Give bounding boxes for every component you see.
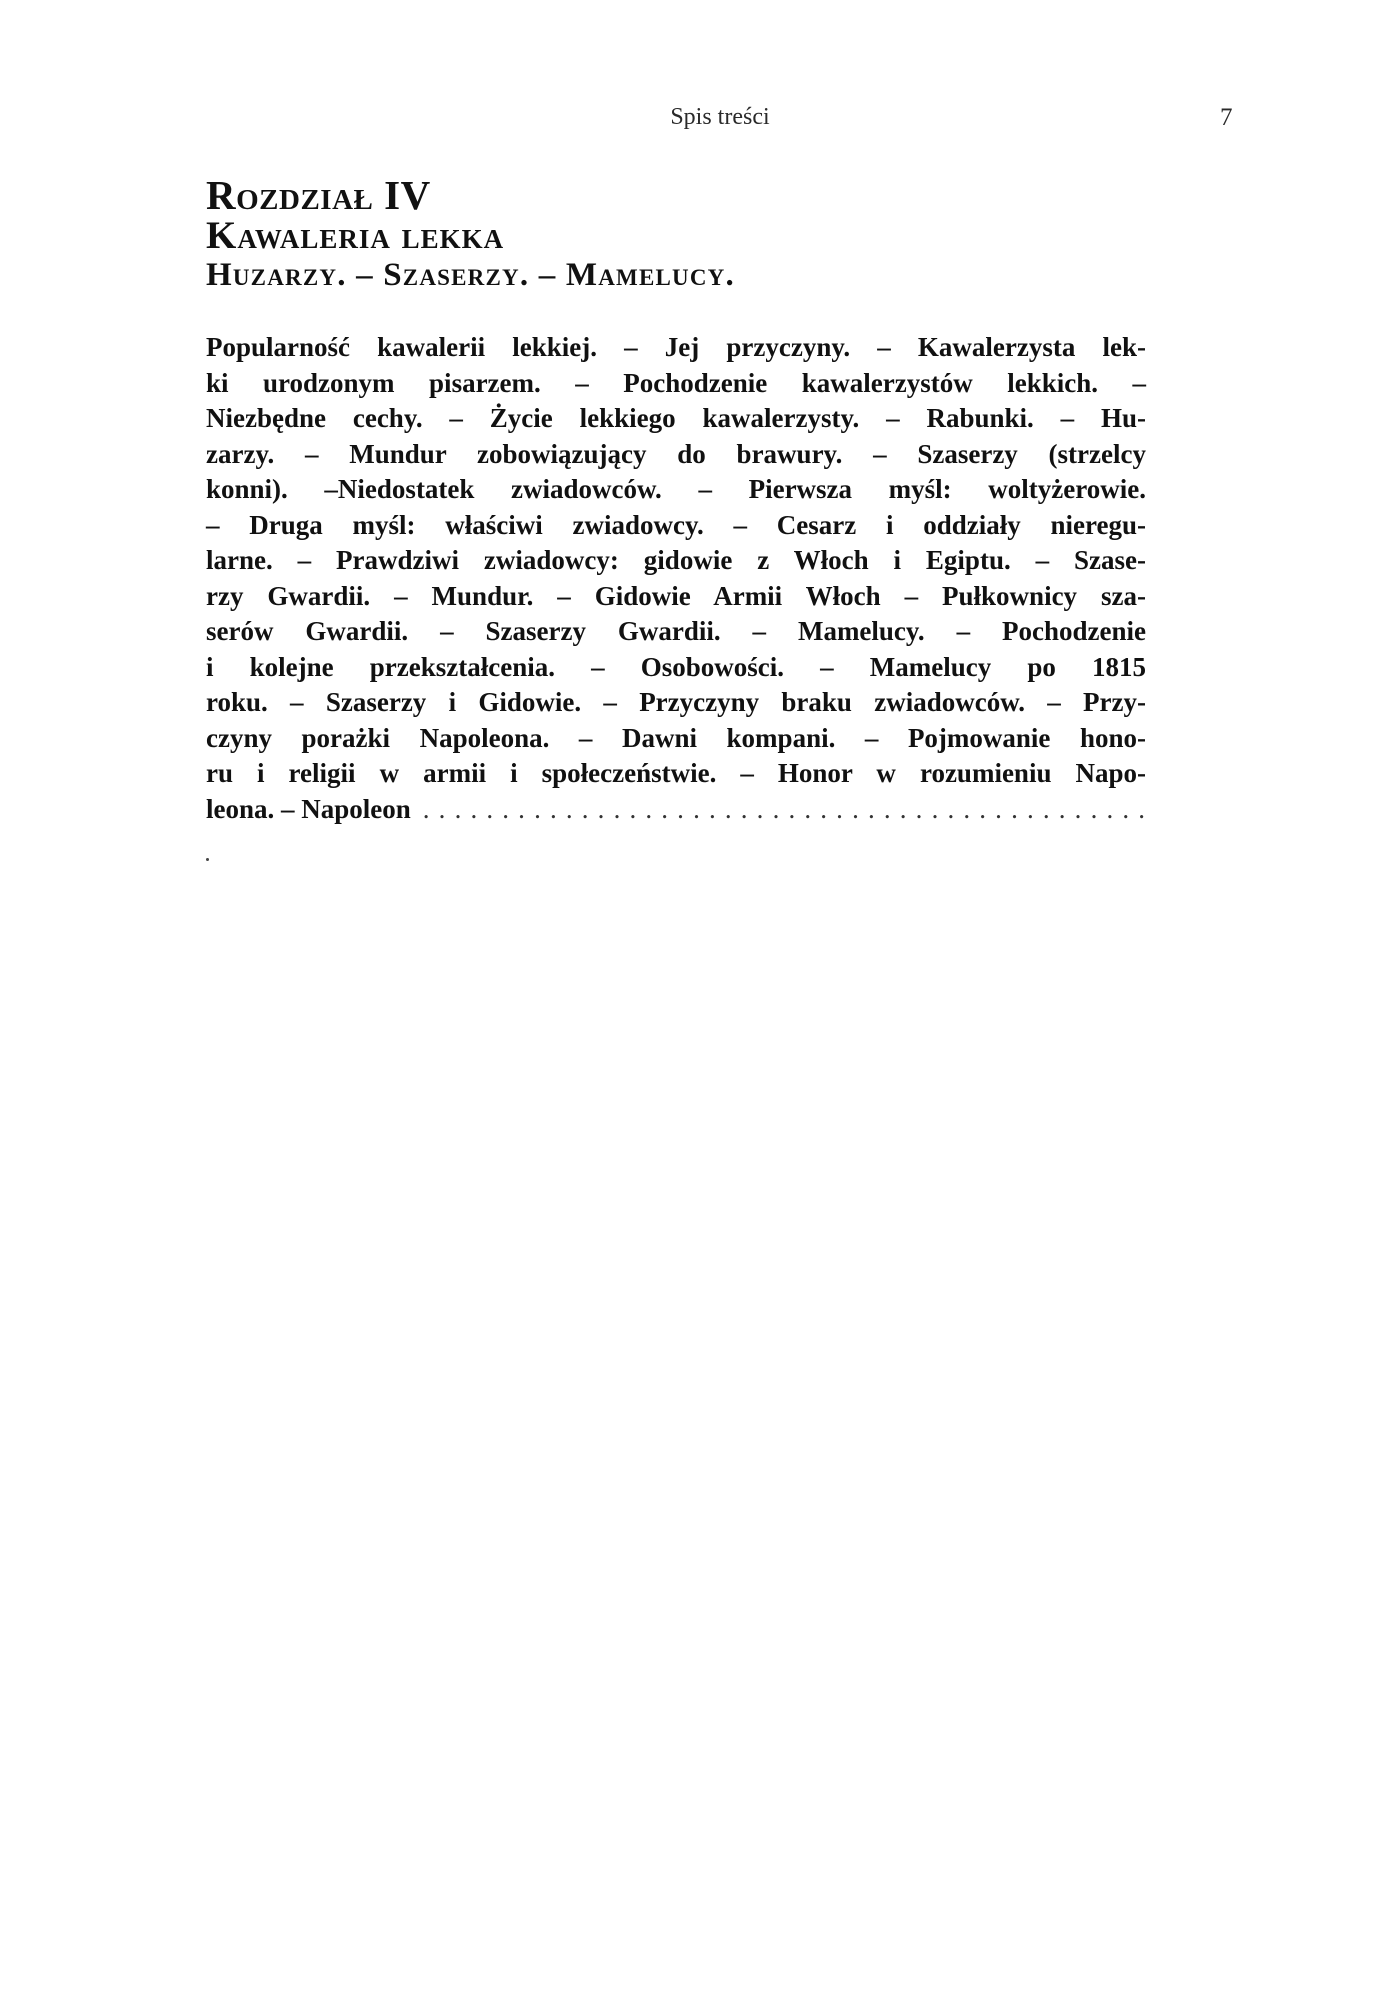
toc-line: serów Gwardii. – Szaserzy Gwardii. – Mamelucy. – Pochodzenie bbox=[206, 616, 1146, 646]
toc-line: ki urodzonym pisarzem. – Pochodzenie kawalerzystów lekkich. – bbox=[206, 367, 1146, 398]
toc-line: czyny porażki Napoleona. – Dawni kompani. – Pojmowanie hono- bbox=[206, 722, 1146, 753]
chapter-number: Rozdział IV bbox=[206, 172, 431, 218]
dot-leader bbox=[423, 792, 1146, 828]
toc-last-line-text: leona. – Napoleon bbox=[206, 793, 411, 824]
toc-line: ru i religii w armii i społeczeństwie. – Honor w rozumieniu Napo- bbox=[206, 758, 1146, 788]
chapter-heading bbox=[206, 174, 1166, 294]
toc-line: – Druga myśl: właściwi zwiadowcy. – Cesarz i oddziały nieregu- bbox=[206, 509, 1146, 540]
toc-line: roku. – Szaserzy i Gidowie. – Przyczyny braku zwiadowców. – Przy- bbox=[206, 687, 1146, 717]
toc-line: Popularność kawalerii lekkiej. – Jej przyczyny. – Kawalerzysta lek- bbox=[206, 332, 1146, 362]
toc-last-line bbox=[206, 792, 1146, 828]
toc-line: Niezbędne cechy. – Życie lekkiego kawalerzysty. – Rabunki. – Hu- bbox=[206, 403, 1146, 433]
chapter-subtitle: Huzarzy. – Szaserzy. – Mamelucy. bbox=[206, 257, 735, 293]
running-head-title: Spis treści bbox=[670, 104, 770, 130]
toc-line: i kolejne przekształcenia. – Osobowości. – Mamelucy po 1815 bbox=[206, 651, 1146, 682]
stray-dot-mark bbox=[206, 858, 209, 861]
page-number: 7 bbox=[1220, 104, 1233, 131]
toc-line: larne. – Prawdziwi zwiadowcy: gidowie z Włoch i Egiptu. – Szase- bbox=[206, 545, 1146, 575]
toc-line: zarzy. – Mundur zobowiązujący do brawury. – Szaserzy (strzelcy bbox=[206, 438, 1146, 469]
toc-line: rzy Gwardii. – Mundur. – Gidowie Armii Włoch – Pułkownicy sza- bbox=[206, 580, 1146, 611]
chapter-title: Kawaleria lekka bbox=[206, 214, 505, 257]
toc-line: konni). –Niedostatek zwiadowców. – Pierwsza myśl: woltyżerowie. bbox=[206, 474, 1146, 504]
toc-entry-text bbox=[206, 330, 1146, 827]
